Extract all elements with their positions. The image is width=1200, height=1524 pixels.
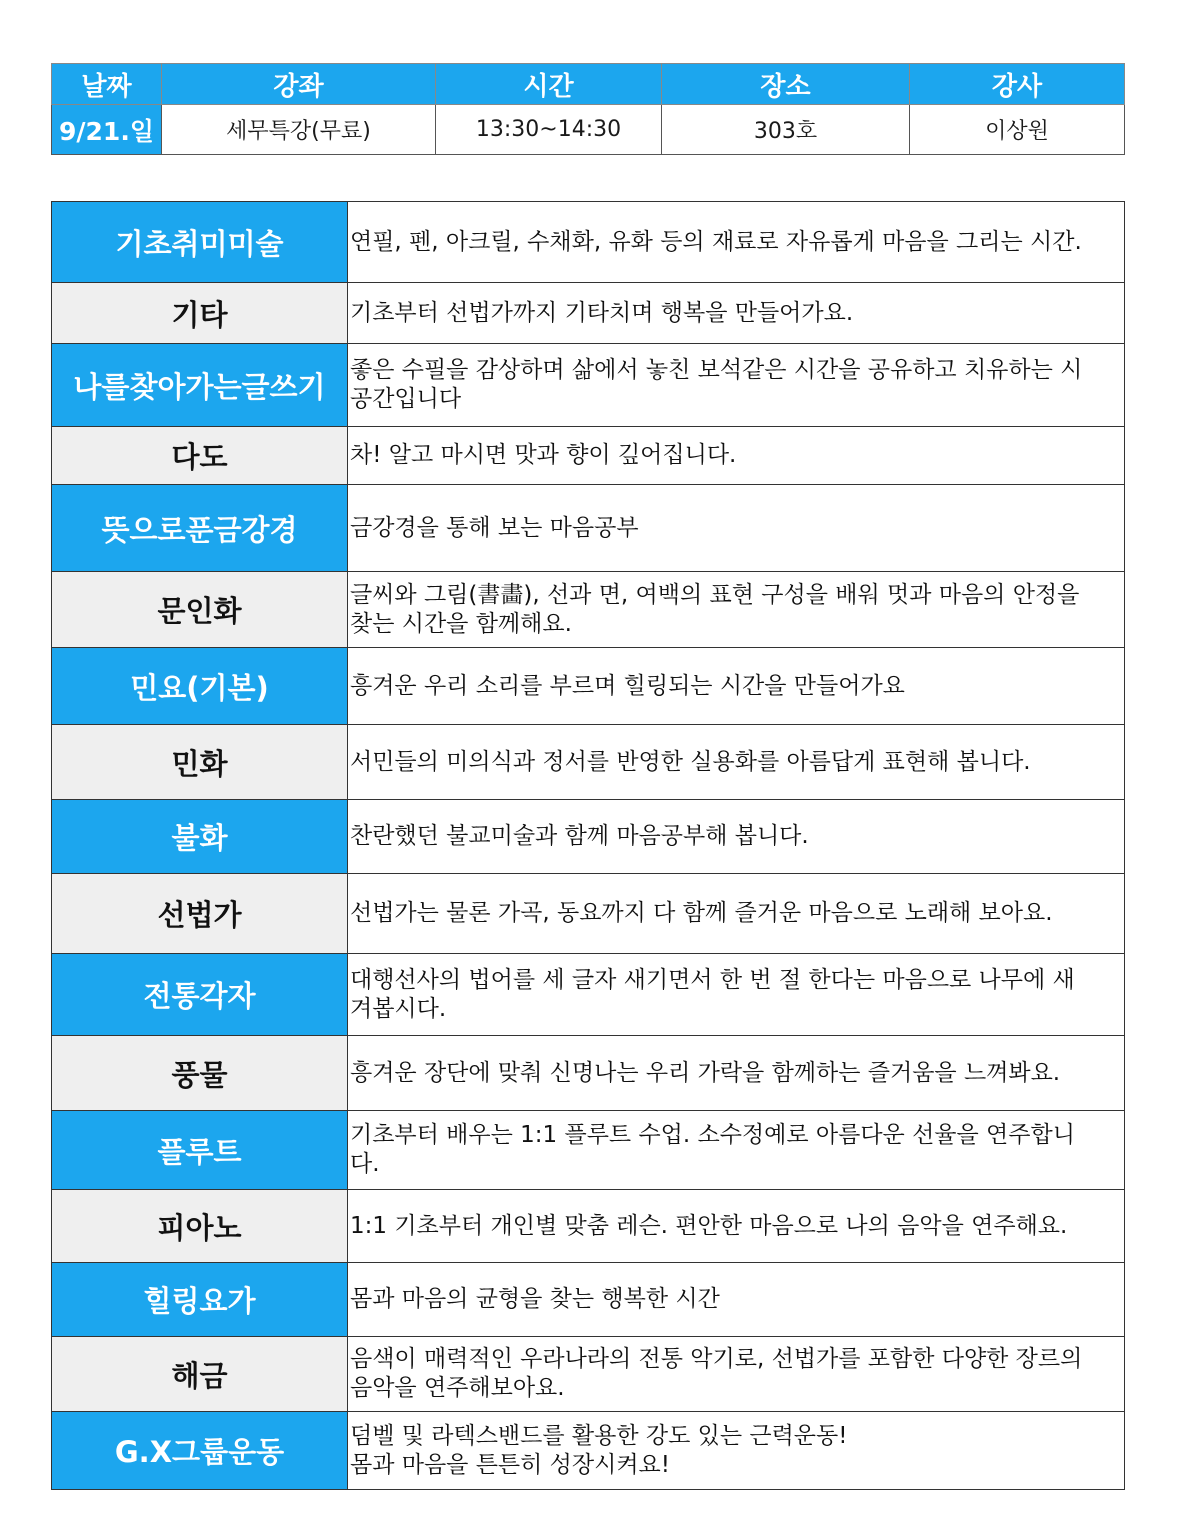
schedule-instructor: 이상원 [910,105,1125,155]
class-row [52,1190,1125,1263]
header-place: 장소 [662,64,910,105]
class-row [52,800,1125,874]
class-description: 기초부터 배우는 1:1 플루트 수업. 소수정예로 아름다운 선율을 연주합니 다. [348,1111,1125,1190]
class-row [52,1263,1125,1337]
class-name: 기초취미미술 [52,202,348,283]
class-row [52,344,1125,427]
class-row [52,202,1125,283]
class-row [52,1337,1125,1412]
class-row [52,648,1125,725]
schedule-table [51,63,1125,155]
class-row [52,1412,1125,1490]
class-row [52,1111,1125,1190]
class-name: 힐링요가 [52,1263,348,1337]
class-description: 몸과 마음의 균형을 찾는 행복한 시간 [348,1263,1125,1337]
class-name: 불화 [52,800,348,874]
class-name: 피아노 [52,1190,348,1263]
schedule-row [52,105,1125,155]
class-description: 음색이 매력적인 우라나라의 전통 악기로, 선법가를 포함한 다양한 장르의 음악을 연주해보아요. [348,1337,1125,1412]
class-description: 금강경을 통해 보는 마음공부 [348,485,1125,572]
class-description: 연필, 펜, 아크릴, 수채화, 유화 등의 재료로 자유롭게 마음을 그리는 시간. [348,202,1125,283]
class-description: 차! 알고 마시면 맛과 향이 깊어집니다. [348,427,1125,485]
class-description: 선법가는 물론 가곡, 동요까지 다 함께 즐거운 마음으로 노래해 보아요. [348,874,1125,954]
class-name: 전통각자 [52,954,348,1036]
class-row [52,283,1125,344]
class-name: 풍물 [52,1036,348,1111]
class-description: 1:1 기초부터 개인별 맞춤 레슨. 편안한 마음으로 나의 음악을 연주해요. [348,1190,1125,1263]
class-row [52,485,1125,572]
schedule-date: 9/21.일 [52,105,162,155]
class-name: 나를찾아가는글쓰기 [52,344,348,427]
header-instructor: 강사 [910,64,1125,105]
header-date: 날짜 [52,64,162,105]
class-row [52,427,1125,485]
class-description: 찬란했던 불교미술과 함께 마음공부해 봅니다. [348,800,1125,874]
class-name: 해금 [52,1337,348,1412]
header-time: 시간 [436,64,662,105]
class-row [52,954,1125,1036]
class-row [52,572,1125,648]
class-name: 뜻으로푼금강경 [52,485,348,572]
class-description: 흥겨운 장단에 맞춰 신명나는 우리 가락을 함께하는 즐거움을 느껴봐요. [348,1036,1125,1111]
class-description: 대행선사의 법어를 세 글자 새기면서 한 번 절 한다는 마음으로 나무에 새 겨봅시다. [348,954,1125,1036]
class-row [52,1036,1125,1111]
schedule-course: 세무특강(무료) [162,105,436,155]
class-name: 다도 [52,427,348,485]
class-name: 플루트 [52,1111,348,1190]
class-description: 흥겨운 우리 소리를 부르며 힐링되는 시간을 만들어가요 [348,648,1125,725]
class-name: 선법가 [52,874,348,954]
class-name: 문인화 [52,572,348,648]
class-name: G.X그룹운동 [52,1412,348,1490]
schedule-time: 13:30~14:30 [436,105,662,155]
class-description: 덤벨 및 라텍스밴드를 활용한 강도 있는 근력운동! 몸과 마음을 튼튼히 성장시켜요! [348,1412,1125,1490]
class-description: 기초부터 선법가까지 기타치며 행복을 만들어가요. [348,283,1125,344]
schedule-place: 303호 [662,105,910,155]
class-row [52,725,1125,800]
class-name: 민요(기본) [52,648,348,725]
class-table [51,201,1125,1490]
class-description: 좋은 수필을 감상하며 삶에서 놓친 보석같은 시간을 공유하고 치유하는 시 공간입니다 [348,344,1125,427]
class-name: 기타 [52,283,348,344]
class-description: 서민들의 미의식과 정서를 반영한 실용화를 아름답게 표현해 봅니다. [348,725,1125,800]
header-course: 강좌 [162,64,436,105]
class-row [52,874,1125,954]
class-name: 민화 [52,725,348,800]
schedule-header-row [52,64,1125,105]
class-description: 글씨와 그림(書畵), 선과 면, 여백의 표현 구성을 배워 멋과 마음의 안정을 찾는 시간을 함께해요. [348,572,1125,648]
